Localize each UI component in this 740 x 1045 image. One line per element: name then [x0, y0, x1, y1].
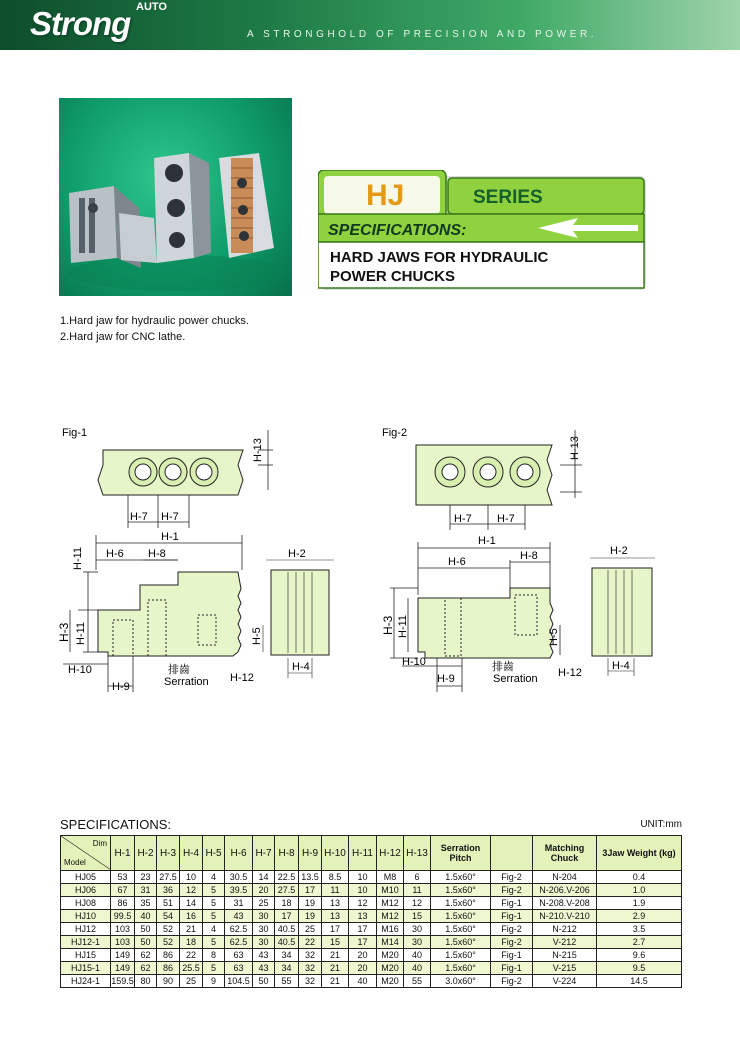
table-cell: Fig-1 [491, 949, 533, 962]
table-cell: 54 [157, 910, 180, 923]
intro-item: 1.Hard jaw for hydraulic power chucks. [60, 315, 249, 327]
tagline: A STRONGHOLD OF PRECISION AND POWER. [247, 29, 598, 40]
table-cell: Fig-1 [491, 962, 533, 975]
column-header: H-10 [322, 836, 349, 871]
figure-2 [380, 420, 680, 705]
table-cell: N-210.V-210 [533, 910, 597, 923]
table-cell: 103 [111, 936, 135, 949]
table-cell: 34 [275, 962, 299, 975]
intro-item: 2.Hard jaw for CNC lathe. [60, 331, 186, 343]
table-cell: 17 [349, 936, 377, 949]
table-cell: 17 [322, 923, 349, 936]
table-cell: 8 [203, 949, 225, 962]
table-cell: 10 [349, 884, 377, 897]
fig2-label-h11: H-11 [397, 614, 409, 638]
table-cell: N-215 [533, 949, 597, 962]
table-cell: 62 [135, 949, 157, 962]
table-cell: 10 [349, 871, 377, 884]
table-cell: 30 [253, 910, 275, 923]
specifications-label: SPECIFICATIONS: [328, 222, 467, 239]
column-header [491, 836, 533, 871]
table-cell: 5 [203, 936, 225, 949]
table-cell: 5 [203, 910, 225, 923]
table-cell: 30.5 [225, 871, 253, 884]
spec-table-body [61, 871, 682, 988]
table-cell: 6 [404, 871, 431, 884]
fig2-caption: Fig-2 [382, 427, 408, 439]
table-cell: 39.5 [225, 884, 253, 897]
table-row [61, 975, 682, 988]
column-header: H-13 [404, 836, 431, 871]
fig1-label-h5: H-5 [251, 627, 263, 645]
fig1-label-h11b: H-11 [75, 621, 87, 645]
product-photo [59, 98, 292, 296]
table-cell: 2.9 [597, 910, 682, 923]
fig1-caption: Fig-1 [62, 427, 88, 439]
column-header: H-1 [111, 836, 135, 871]
table-cell: 62.5 [225, 923, 253, 936]
table-cell: M16 [377, 923, 404, 936]
column-header: H-6 [225, 836, 253, 871]
fig1-serration-cn: 排齒 [168, 664, 190, 676]
model-cell: HJ08 [61, 897, 111, 910]
table-cell: M12 [377, 910, 404, 923]
table-cell: 40 [404, 962, 431, 975]
table-cell: 14 [180, 897, 203, 910]
fig2-label-h1: H-1 [478, 535, 496, 547]
fig1-label-h2: H-2 [288, 548, 306, 560]
table-cell: 5 [203, 962, 225, 975]
table-cell: M10 [377, 884, 404, 897]
table-cell: 16 [180, 910, 203, 923]
table-cell: 32 [299, 949, 322, 962]
table-cell: 1.5x60° [431, 910, 491, 923]
table-cell: 17 [299, 884, 322, 897]
table-cell: 149 [111, 962, 135, 975]
spec-table [60, 835, 682, 988]
table-cell: 20 [253, 884, 275, 897]
table-cell: 15 [322, 936, 349, 949]
table-cell: 50 [135, 923, 157, 936]
model-cell: HJ24-1 [61, 975, 111, 988]
table-cell: 1.5x60° [431, 923, 491, 936]
table-cell: 40 [349, 975, 377, 988]
table-cell: 86 [111, 897, 135, 910]
fig1-label-h10: H-10 [68, 664, 92, 676]
table-cell: Fig-2 [491, 871, 533, 884]
table-cell: 23 [135, 871, 157, 884]
corner-model: Model [64, 858, 86, 867]
table-cell: 86 [157, 962, 180, 975]
fig1-label-h3: H-3 [58, 622, 71, 642]
table-cell: 19 [299, 910, 322, 923]
table-cell: 30 [253, 936, 275, 949]
fig1-label-h4: H-4 [292, 661, 310, 673]
table-cell: 43 [225, 910, 253, 923]
fig1-serration: Serration [164, 676, 209, 688]
fig1-label-h7a: H-7 [130, 511, 148, 523]
table-row [61, 871, 682, 884]
table-cell: 9.6 [597, 949, 682, 962]
table-cell: M20 [377, 962, 404, 975]
table-cell: V-212 [533, 936, 597, 949]
column-header: H-8 [275, 836, 299, 871]
table-cell: 52 [157, 936, 180, 949]
table-cell: 3.5 [597, 923, 682, 936]
brand-logo-auto: AUTO [136, 1, 167, 13]
column-header: H-5 [203, 836, 225, 871]
table-cell: M20 [377, 975, 404, 988]
series-title-box [318, 170, 648, 292]
table-cell: 13.5 [299, 871, 322, 884]
table-cell: 43 [253, 949, 275, 962]
fig1-label-h6: H-6 [106, 548, 124, 560]
table-cell: N-212 [533, 923, 597, 936]
table-cell: 31 [135, 884, 157, 897]
table-cell: 12 [349, 897, 377, 910]
table-cell: 13 [322, 910, 349, 923]
table-cell: 63 [225, 949, 253, 962]
table-cell: 12 [180, 884, 203, 897]
table-cell: 34 [275, 949, 299, 962]
table-cell: 17 [275, 910, 299, 923]
table-cell: M8 [377, 871, 404, 884]
table-cell: N-208.V-208 [533, 897, 597, 910]
table-cell: 2.7 [597, 936, 682, 949]
table-cell: 149 [111, 949, 135, 962]
spec-table-title: SPECIFICATIONS: [60, 817, 171, 832]
table-cell: 21 [180, 923, 203, 936]
fig2-label-h4: H-4 [612, 660, 630, 672]
table-cell: 5 [203, 897, 225, 910]
table-cell: 62.5 [225, 936, 253, 949]
fig2-label-h2: H-2 [610, 545, 628, 557]
table-cell: 90 [157, 975, 180, 988]
table-cell: 1.0 [597, 884, 682, 897]
table-cell: 1.9 [597, 897, 682, 910]
model-cell: HJ12 [61, 923, 111, 936]
table-cell: 21 [322, 949, 349, 962]
column-header: H-3 [157, 836, 180, 871]
fig2-label-h10: H-10 [402, 656, 426, 668]
table-cell: 0.4 [597, 871, 682, 884]
table-cell: 40 [404, 949, 431, 962]
table-cell: 14 [253, 871, 275, 884]
table-cell: Fig-2 [491, 975, 533, 988]
table-cell: 9 [203, 975, 225, 988]
table-cell: Fig-1 [491, 897, 533, 910]
table-cell: 15 [404, 910, 431, 923]
column-header: H-12 [377, 836, 404, 871]
table-cell: 20 [349, 949, 377, 962]
fig2-label-h5: H-5 [548, 628, 560, 646]
table-row [61, 910, 682, 923]
column-header: Matching Chuck [533, 836, 597, 871]
brand-logo: Strong [30, 5, 131, 42]
table-cell: 80 [135, 975, 157, 988]
table-cell: N-204 [533, 871, 597, 884]
table-cell: 1.5x60° [431, 871, 491, 884]
table-cell: 3.0x60° [431, 975, 491, 988]
fig2-label-h6: H-6 [448, 556, 466, 568]
table-cell: 1.5x60° [431, 949, 491, 962]
series-label: SERIES [473, 187, 543, 208]
table-cell: 1.5x60° [431, 936, 491, 949]
table-cell: 43 [253, 962, 275, 975]
table-cell: 11 [404, 884, 431, 897]
column-header: H-4 [180, 836, 203, 871]
table-cell: 62 [135, 962, 157, 975]
table-cell: 103 [111, 923, 135, 936]
fig1-label-h1: H-1 [161, 531, 179, 543]
table-cell: 9.5 [597, 962, 682, 975]
column-header: H-7 [253, 836, 275, 871]
table-cell: 8.5 [322, 871, 349, 884]
table-row [61, 897, 682, 910]
model-cell: HJ12-1 [61, 936, 111, 949]
table-cell: 50 [135, 936, 157, 949]
series-code: HJ [366, 179, 405, 212]
fig1-label-h7b: H-7 [161, 511, 179, 523]
fig2-label-h7b: H-7 [497, 513, 515, 525]
table-cell: 22 [180, 949, 203, 962]
unit-label: UNIT:mm [640, 819, 682, 830]
model-cell: HJ15-1 [61, 962, 111, 975]
intro-list [60, 313, 249, 345]
column-header: H-9 [299, 836, 322, 871]
table-cell: 52 [157, 923, 180, 936]
series-title-line2: POWER CHUCKS [330, 268, 456, 285]
table-cell: 12 [404, 897, 431, 910]
column-header: 3Jaw Weight (kg) [597, 836, 682, 871]
column-header: H-11 [349, 836, 377, 871]
fig2-serration-cn: 排齒 [492, 661, 514, 673]
table-cell: Fig-2 [491, 923, 533, 936]
table-cell: 20 [349, 962, 377, 975]
table-cell: 104.5 [225, 975, 253, 988]
fig2-label-h13: H-13 [569, 436, 581, 460]
column-header: H-2 [135, 836, 157, 871]
fig1-label-h12: H-12 [230, 672, 254, 684]
table-cell: 1.5x60° [431, 962, 491, 975]
table-cell: 67 [111, 884, 135, 897]
table-cell: 51 [157, 897, 180, 910]
table-cell: 19 [299, 897, 322, 910]
model-cell: HJ06 [61, 884, 111, 897]
table-cell: 63 [225, 962, 253, 975]
fig1-label-h8: H-8 [148, 548, 166, 560]
table-cell: 55 [404, 975, 431, 988]
table-cell: 13 [349, 910, 377, 923]
table-cell: M14 [377, 936, 404, 949]
table-cell: 13 [322, 897, 349, 910]
table-cell: 25 [180, 975, 203, 988]
table-cell: 25.5 [180, 962, 203, 975]
table-cell: 31 [225, 897, 253, 910]
table-row [61, 884, 682, 897]
table-cell: 159.5 [111, 976, 134, 986]
table-cell: 40.5 [275, 923, 299, 936]
fig2-label-h7a: H-7 [454, 513, 472, 525]
model-cell: HJ05 [61, 871, 111, 884]
figure-1 [58, 420, 358, 705]
table-cell: M20 [377, 949, 404, 962]
table-cell: 18 [275, 897, 299, 910]
table-cell: 1.5x60° [431, 884, 491, 897]
table-cell: Fig-1 [491, 910, 533, 923]
table-cell: V-224 [533, 975, 597, 988]
table-cell: 18 [180, 936, 203, 949]
table-cell: V-215 [533, 962, 597, 975]
fig2-label-h12: H-12 [558, 667, 582, 679]
table-cell: 27.5 [275, 884, 299, 897]
column-header: Serration Pitch [431, 836, 491, 871]
series-title-line1: HARD JAWS FOR HYDRAULIC [330, 249, 549, 266]
table-cell: 4 [203, 871, 225, 884]
fig2-label-h9: H-9 [437, 673, 455, 685]
fig2-label-h8: H-8 [520, 550, 538, 562]
table-cell: 36 [157, 884, 180, 897]
model-cell: HJ10 [61, 910, 111, 923]
table-row [61, 936, 682, 949]
table-row [61, 962, 682, 975]
table-cell: 30 [404, 923, 431, 936]
table-cell: 30 [253, 923, 275, 936]
table-cell: Fig-2 [491, 884, 533, 897]
table-cell: 86 [157, 949, 180, 962]
table-cell: 25 [253, 897, 275, 910]
table-cell: 40 [135, 910, 157, 923]
table-row [61, 923, 682, 936]
table-cell: 99.5 [111, 910, 135, 923]
table-cell: 10 [180, 871, 203, 884]
table-cell: N-206.V-206 [533, 884, 597, 897]
table-cell: 21 [322, 962, 349, 975]
table-cell: 25 [299, 923, 322, 936]
table-row [61, 949, 682, 962]
table-cell: 22.5 [275, 871, 299, 884]
table-cell: 22 [299, 936, 322, 949]
table-cell: 30 [404, 936, 431, 949]
fig2-label-h3: H-3 [381, 615, 395, 635]
table-cell: 27.5 [157, 871, 180, 884]
table-cell: 35 [135, 897, 157, 910]
corner-cell [61, 836, 111, 871]
table-cell: 32 [299, 975, 322, 988]
fig1-label-h9: H-9 [112, 681, 130, 693]
table-cell: 53 [111, 871, 135, 884]
model-cell: HJ15 [61, 949, 111, 962]
table-cell: 17 [349, 923, 377, 936]
table-cell: Fig-2 [491, 936, 533, 949]
table-cell: 11 [322, 884, 349, 897]
table-cell: 21 [322, 975, 349, 988]
header-banner [0, 0, 740, 50]
table-cell: 40.5 [275, 936, 299, 949]
table-cell: 5 [203, 884, 225, 897]
fig2-serration: Serration [493, 673, 538, 685]
table-cell: 50 [253, 975, 275, 988]
table-cell: 4 [203, 923, 225, 936]
fig1-label-h11a: H-11 [72, 546, 84, 570]
corner-dim: Dim [92, 839, 107, 848]
table-cell: 32 [299, 962, 322, 975]
table-cell: M12 [377, 897, 404, 910]
table-cell: 1.5x60° [431, 897, 491, 910]
fig1-label-h13: H-13 [252, 438, 264, 462]
table-cell: 14.5 [597, 975, 682, 988]
table-cell: 55 [275, 975, 299, 988]
spec-table-header [61, 836, 682, 871]
